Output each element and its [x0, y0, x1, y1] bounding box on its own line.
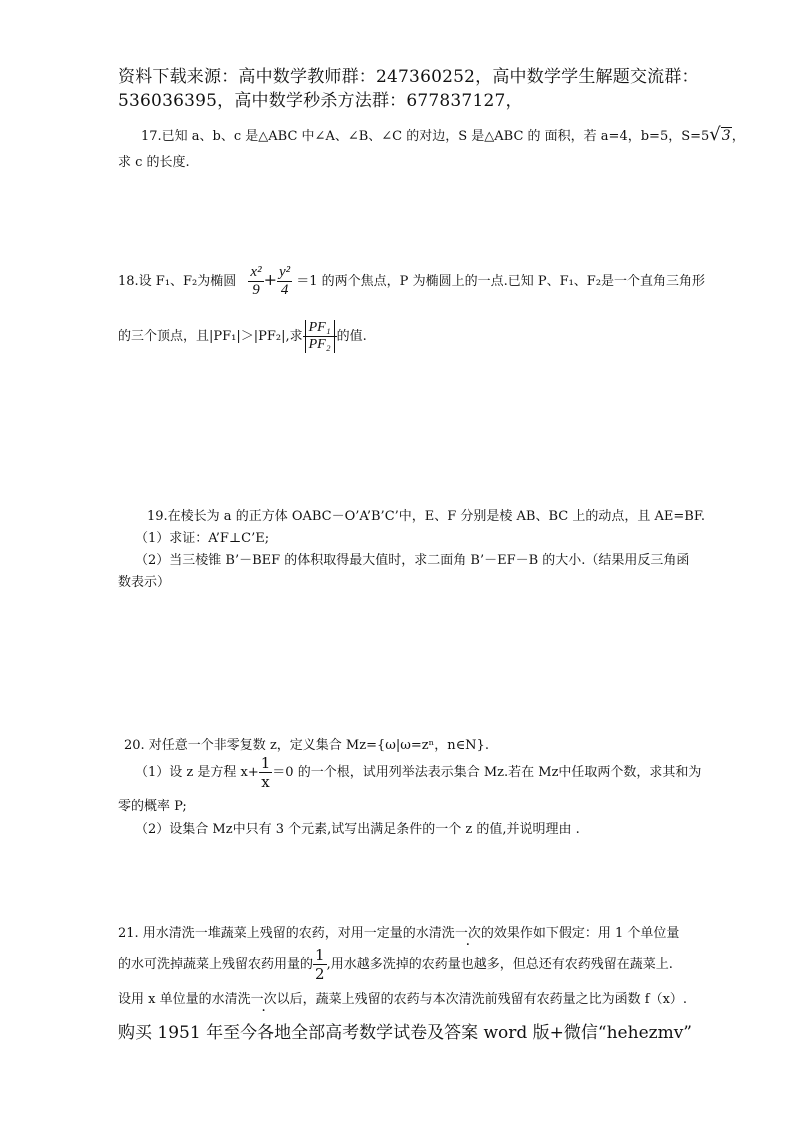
ellipse-x-fraction: $\frac{\text{x²}}{9}$ [250, 264, 262, 298]
q17-line-2: 求 c 的长度. [118, 155, 190, 170]
pf-ratio-fraction: $\frac{\text{PF₁}}{\text{PF₂}}$ [303, 320, 337, 353]
q19-line-3: （2）当三棱锥 B’－BEF 的体积取得最大值时，求二面角 B’－EF－B 的大小.（结果用反三角函 [135, 553, 690, 568]
q17-line-1: 17.已知 a、b、c 是△ABC 中∠A、∠B、∠C 的对边，S 是△ABC 的 面积，若 a=4，b=5，S=5√3， [141, 124, 745, 145]
q20-line-3: 零的概率 P; [118, 799, 187, 814]
q20-line-4: （2）设集合 Mz中只有 3 个元素,试写出满足条件的一个 z 的值,并说明理由 . [135, 822, 580, 837]
header-line-1: 资料下载来源：高中数学教师群：247360252，高中数学学生解题交流群： [118, 67, 699, 87]
q18-line-2: 的三个顶点，且|PF₁|＞|PF₂|,求 $\frac{\text{PF₁}}{\text{PF₂}}$ 的值. [118, 320, 367, 352]
one-half-fraction: $\frac{1}{2}$ [315, 946, 325, 983]
q19-line-1: 19.在棱长为 a 的正方体 OABC－O’A’B’C’中，E、F 分别是棱 AB、BC 上的动点，且 AE=BF. [147, 509, 705, 524]
ellipse-y-fraction: $\frac{\text{y²}}{4}$ [278, 264, 291, 298]
q18-line-1: 18.设 F₁、F₂为椭圆 $\frac{\text{x²}}{9}$ + $\frac{\text{y²}}{4}$ ＝1 的两个焦点，P 为椭圆上的一点.已知 P、F₁、F₂是一个直角三角形 [118, 264, 706, 298]
q20-line-2: （1）设 z 是方程 x+ $\frac{1}{x}$ ＝0 的一个根，试用列举法表示集合 Mz.若在 Mz中任取两个数，求其和为 [135, 754, 702, 791]
q19-line-4: 数表示） [118, 575, 171, 590]
header-line-2: 536036395，高中数学秒杀方法群：677837127， [118, 91, 523, 111]
footer-promo: 购买 1951 年至今各地全部高考数学试卷及答案 word 版+微信“hehezmv” [118, 1023, 692, 1043]
emphasis-dots: 一次 [454, 926, 481, 941]
q18-suffix: ＝1 的两个焦点，P 为椭圆上的一点.已知 P、F₁、F₂是一个直角三角形 [296, 274, 706, 289]
q21-line-1: 21. 用水清洗一堆蔬菜上残留的农药，对用一定量的水清洗一次的效果作如下假定：用 1 个单位量 [118, 926, 680, 941]
q20-line-1: 20. 对任意一个非零复数 z，定义集合 Mz={ω|ω=zⁿ，n∈N}. [124, 738, 489, 753]
q17-text: 17.已知 a、b、c 是△ABC 中∠A、∠B、∠C 的对边，S 是△ABC 的 面积，若 a=4，b=5，S=5 [141, 129, 710, 144]
one-over-x-fraction: $\frac{1}{x}$ [260, 754, 271, 791]
emphasis-dots: 一次 [250, 992, 277, 1007]
sqrt-three: √3 [709, 124, 731, 145]
q21-line-2: 的水可洗掉蔬菜上残留农药用量的 $\frac{1}{2}$ ,用水越多洗掉的农药量也越多，但总还有农药残留在蔬菜上. [118, 946, 673, 983]
q19-line-2: （1）求证：A’F⊥C’E; [135, 531, 270, 546]
q18-prefix: 18.设 F₁、F₂为椭圆 [118, 274, 237, 289]
q21-line-3: 设用 x 单位量的水清洗一次以后，蔬菜上残留的农药与本次清洗前残留有农药量之比为函数 f（x）. [118, 992, 688, 1007]
